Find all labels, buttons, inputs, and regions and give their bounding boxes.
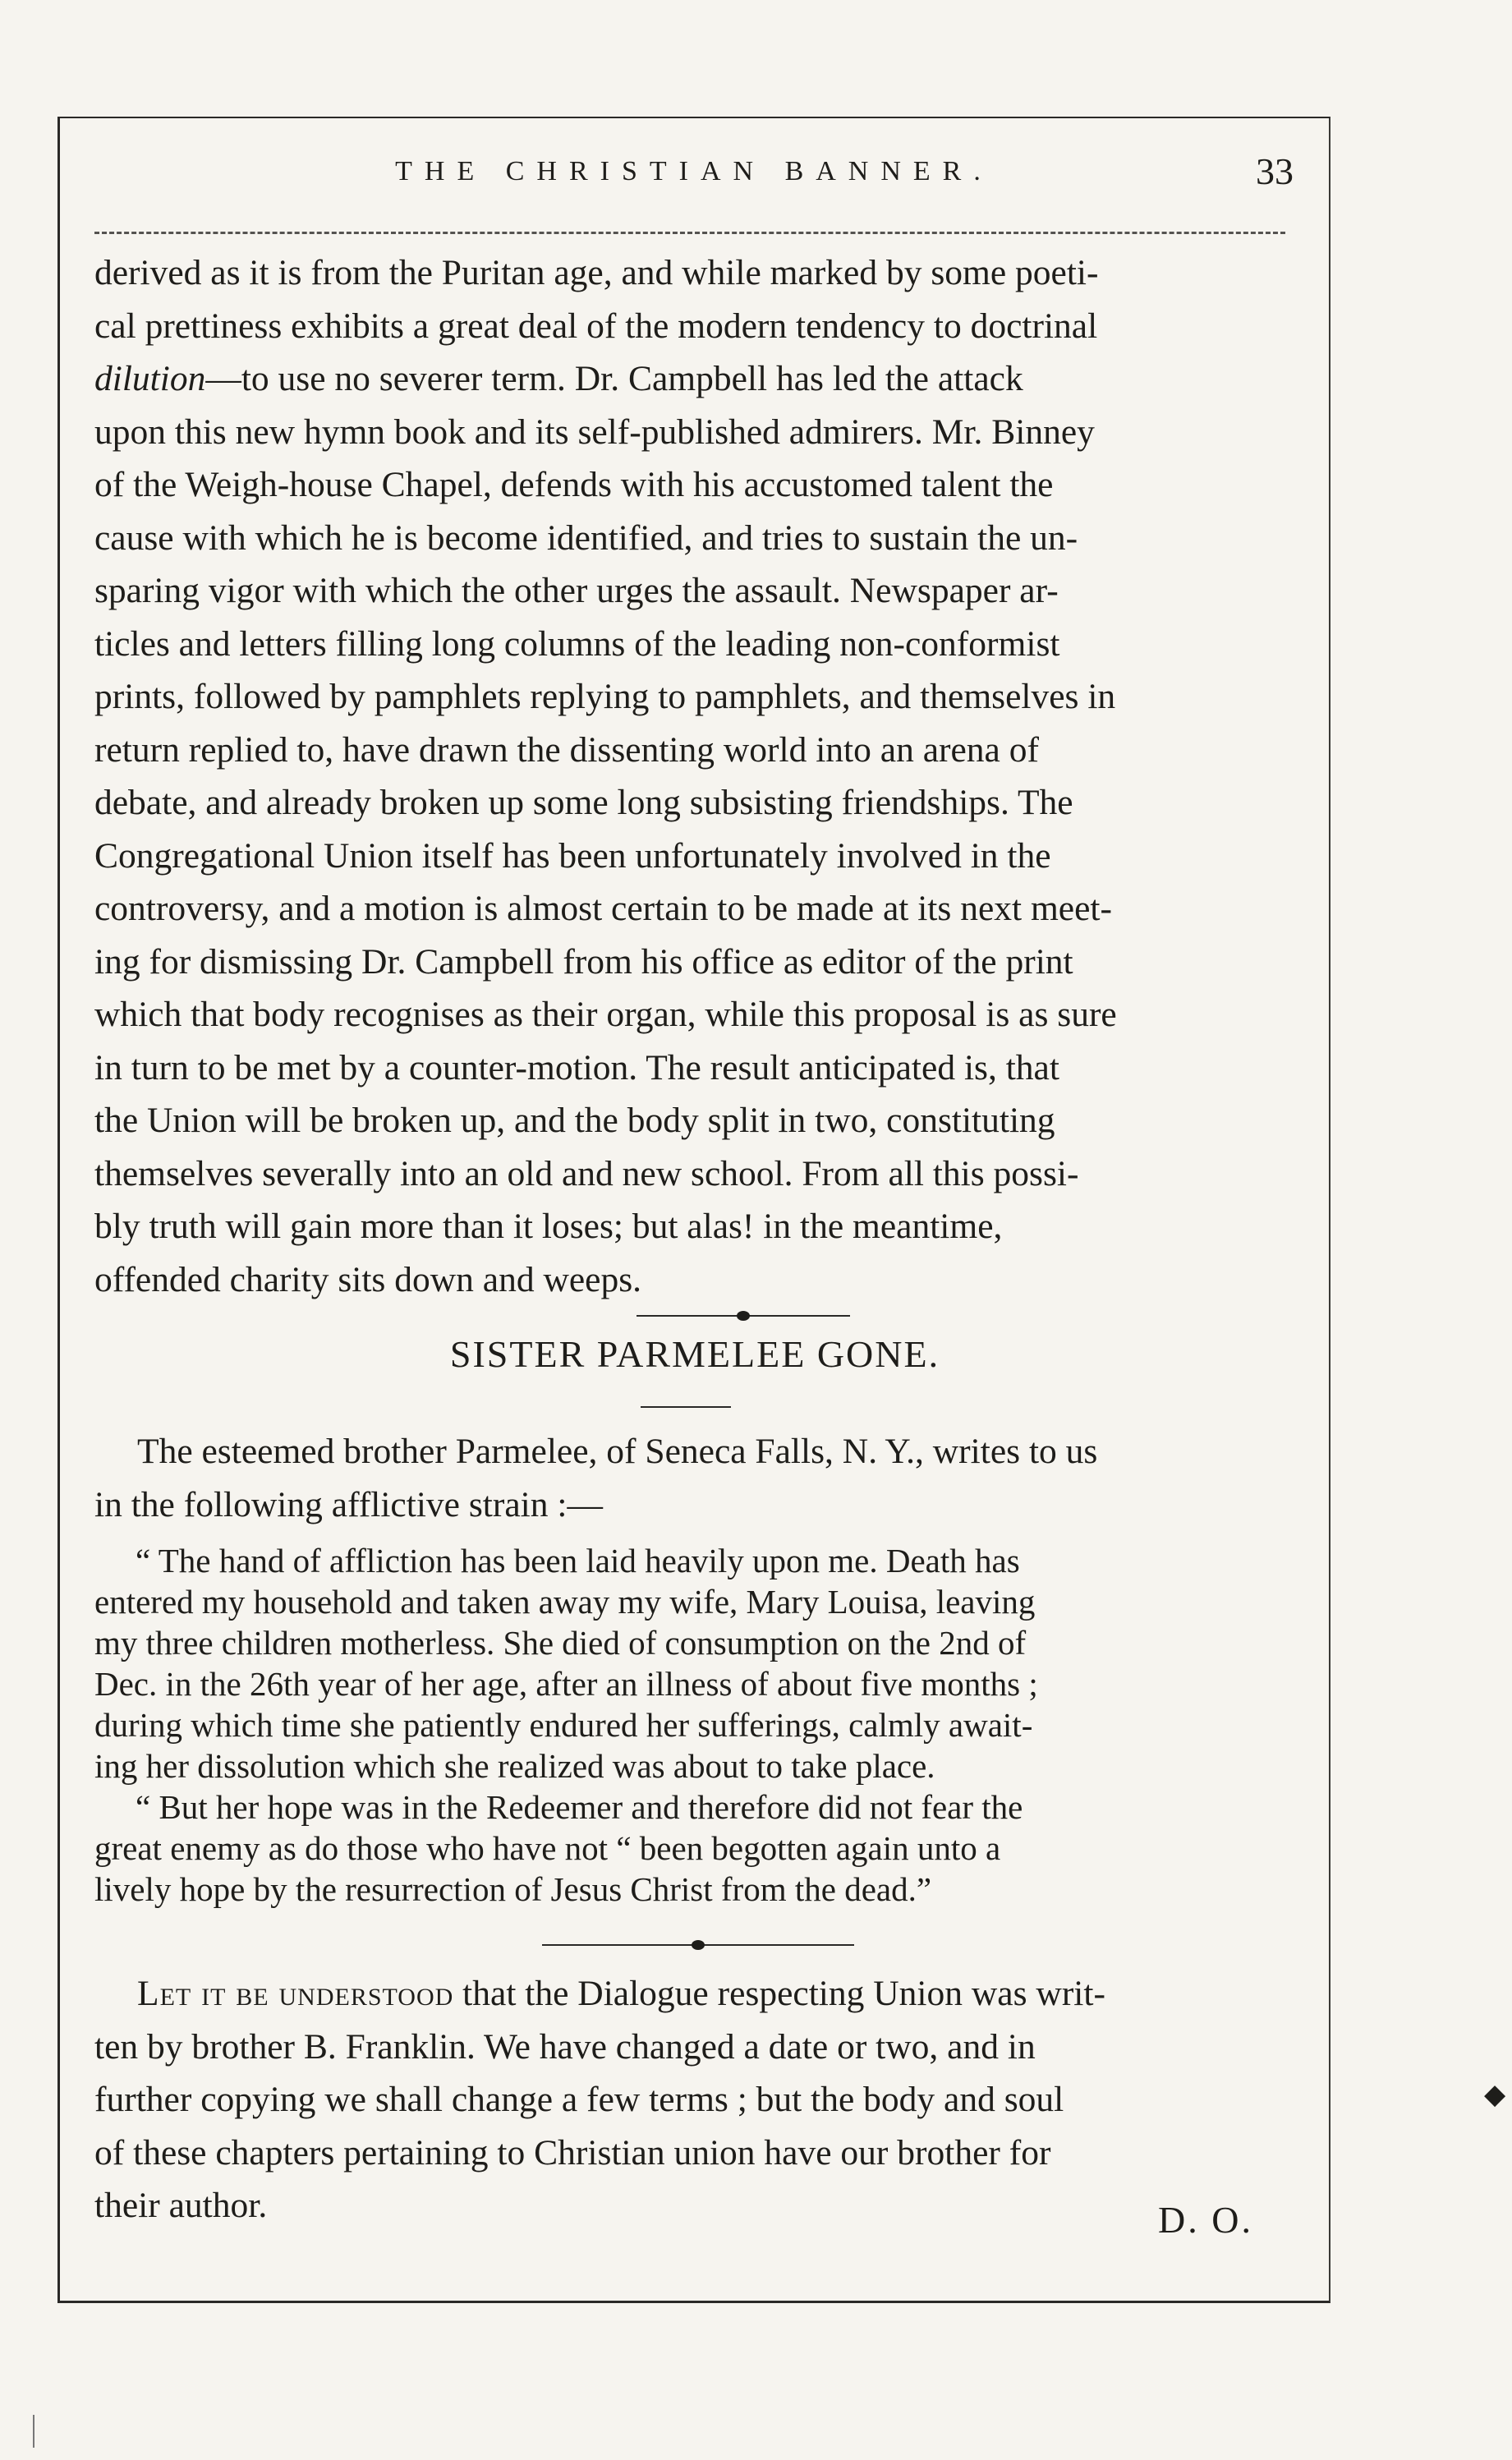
page-number: 33 xyxy=(1256,150,1294,192)
article-continued xyxy=(94,246,1295,1306)
text-line: themselves severally into an old and new school. From all this possi- xyxy=(94,1153,1079,1193)
text-line: prints, followed by pamphlets replying to pamphlets, and themselves in xyxy=(94,677,1116,716)
editor-note xyxy=(94,1967,1295,2232)
text-line: their author. xyxy=(94,2186,268,2225)
quote-line: great enemy as do those who have not “ been begotten again unto a xyxy=(94,1829,1001,1867)
text-line: of these chapters pertaining to Christian union have our brother for xyxy=(94,2132,1051,2173)
quote-line: during which time she patiently endured her sufferings, calmly await- xyxy=(94,1706,1033,1744)
text-line: ing for dismissing Dr. Campbell from his office as editor of the print xyxy=(94,941,1073,982)
text-line: bly truth will gain more than it loses; but alas! in the meantime, xyxy=(94,1207,1003,1246)
text-line: offended charity sits down and weeps. xyxy=(94,1259,642,1299)
title-underline xyxy=(641,1406,731,1408)
page-edge-mark xyxy=(33,2415,37,2448)
margin-ink-mark: ◆ xyxy=(1484,2080,1506,2110)
text-line xyxy=(94,1967,1295,2021)
quote-line: my three children motherless. She died of consumption on the 2nd of xyxy=(94,1624,1027,1662)
signature: D. O. xyxy=(1158,2199,1253,2241)
quote-line: lively hope by the resurrection of Jesus Christ from the dead.” xyxy=(94,1870,932,1908)
text-line: upon this new hymn book and its self-published admirers. Mr. Binney xyxy=(94,412,1095,452)
quoted-letter xyxy=(94,1540,1295,1910)
text-line: which that body recognises as their organ, while this proposal is as sure xyxy=(94,995,1117,1034)
text-line: derived as it is from the Puritan age, and while marked by some poeti- xyxy=(94,253,1099,292)
text-line: return replied to, have drawn the dissenting world into an arena of xyxy=(94,729,1039,770)
text-line: ten by brother B. Franklin. We have changed a date or two, and in xyxy=(94,2026,1036,2067)
text-line: The esteemed brother Parmelee, of Seneca Falls, N. Y., writes to us xyxy=(137,1432,1098,1471)
note-line-rest: that the Dialogue respecting Union was writ- xyxy=(453,1974,1105,2013)
quote-line: ing her dissolution which she realized was about to take place. xyxy=(94,1747,935,1785)
italic-word: dilution xyxy=(94,359,206,398)
ornament-dot xyxy=(692,1940,705,1950)
text-line: sparing vigor with which the other urges the assault. Newspaper ar- xyxy=(94,571,1059,610)
ornament-rule xyxy=(637,1308,850,1324)
text-line: cal prettiness exhibits a great deal of the modern tendency to doctrinal xyxy=(94,306,1098,346)
text-line: in the following afflictive strain :— xyxy=(94,1484,603,1524)
ornament-dot xyxy=(737,1311,750,1321)
text-line: ticles and letters filling long columns of the leading non-conformist xyxy=(94,623,1060,664)
running-head xyxy=(57,150,1330,202)
text-line: of the Weigh-house Chapel, defends with his accustomed talent the xyxy=(94,465,1054,504)
header-rule xyxy=(94,232,1285,234)
quote-line: entered my household and taken away my wife, Mary Louisa, leaving xyxy=(94,1583,1036,1621)
text-line: in turn to be met by a counter-motion. The result anticipated is, that xyxy=(94,1047,1059,1087)
obituary-intro xyxy=(94,1425,1295,1531)
quote-line: Dec. in the 26th year of her age, after an illness of about five months ; xyxy=(94,1665,1038,1703)
text-line: cause with which he is become identified, and tries to sustain the un- xyxy=(94,517,1078,558)
text-line: the Union will be broken up, and the body split in two, constituting xyxy=(94,1101,1055,1140)
text-line: Congregational Union itself has been unfortunately involved in the xyxy=(94,835,1051,876)
section-title: SISTER PARMELEE GONE. xyxy=(449,1333,940,1375)
quote-line: “ But her hope was in the Redeemer and therefore did not fear the xyxy=(136,1788,1023,1826)
text-line: further copying we shall change a few terms ; but the body and soul xyxy=(94,2080,1064,2119)
text-line: controversy, and a motion is almost certain to be made at its next meet- xyxy=(94,889,1112,928)
text-line: debate, and already broken up some long subsisting friendships. The xyxy=(94,783,1073,822)
note-lead: Let it be understood xyxy=(137,1974,454,2013)
ornament-rule xyxy=(542,1937,854,1953)
running-title: THE CHRISTIAN BANNER. xyxy=(395,156,993,186)
quote-line: “ The hand of affliction has been laid heavily upon me. Death has xyxy=(136,1542,1020,1579)
text-line: dilution—to use no severer term. Dr. Campbell has led the attack xyxy=(94,359,1023,398)
